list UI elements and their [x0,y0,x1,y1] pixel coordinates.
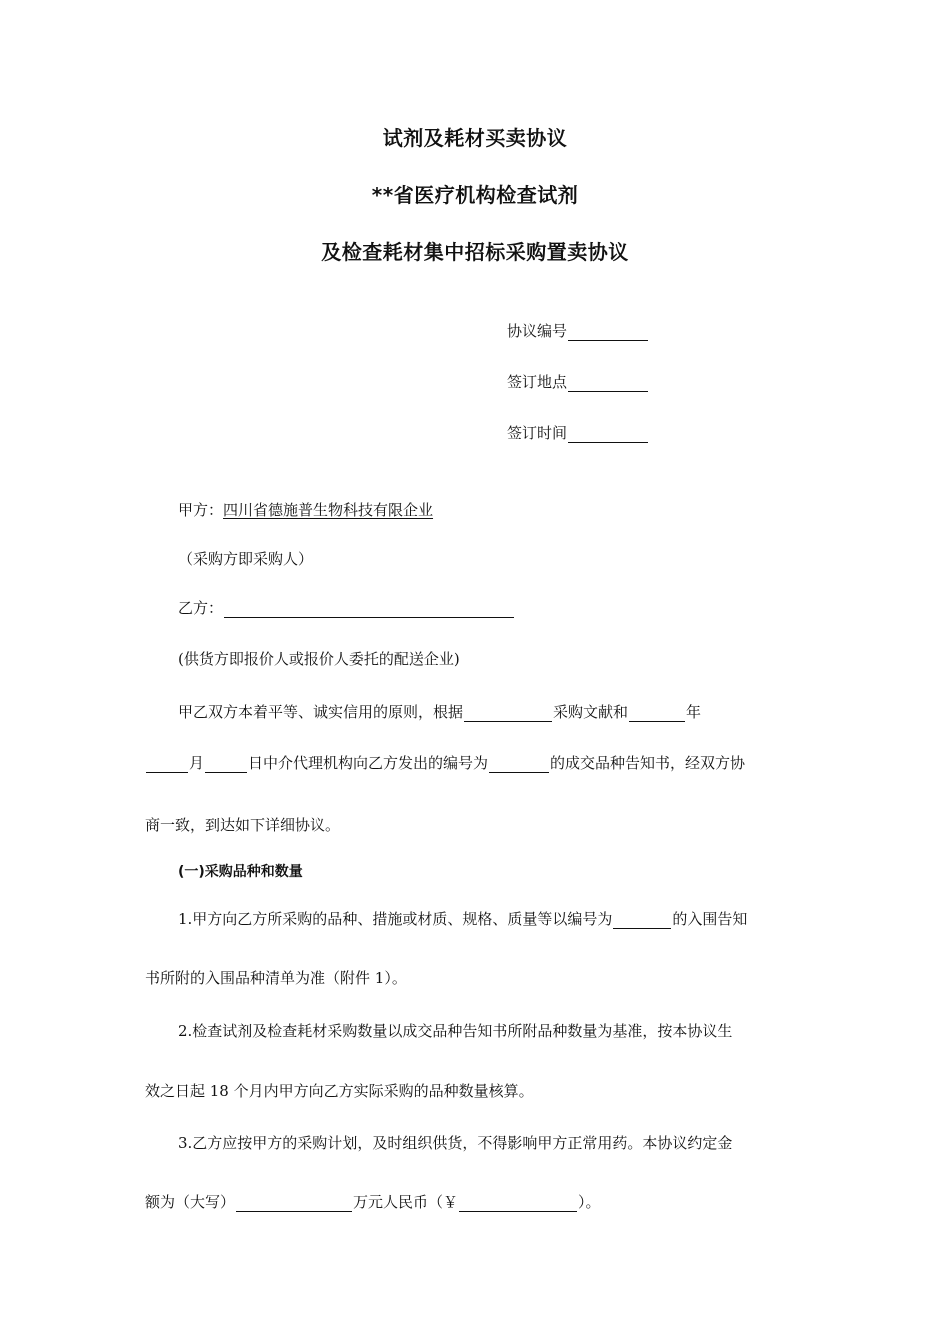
signing-time-label: 签订时间 [507,424,568,442]
party-b-blank[interactable] [224,601,514,618]
amount-words-blank[interactable] [236,1195,352,1212]
document-subtitle-2: 及检查耗材集中招标采购置卖协议 [321,240,629,264]
item-1-line-2: 书所附的入围品种清单为准（附件 1）。 [145,969,407,987]
agreement-number-blank[interactable] [568,324,648,341]
item-2-line-1: 2.检查试剂及检查耗材采购数量以成交品种告知书所附品种数量为基准，按本协议生 [178,1022,733,1040]
party-a-note: （采购方即采购人） [178,550,314,568]
shortlist-number-blank[interactable] [613,912,671,929]
signing-place-field [507,371,649,392]
month-blank[interactable] [146,756,188,773]
item-3-line-1: 3.乙方应按甲方的采购计划，及时组织供货，不得影响甲方正常用药。本协议约定金 [178,1134,733,1152]
signing-place-blank[interactable] [568,375,648,392]
document-subtitle-1: **省医疗机构检查试剂 [371,183,579,207]
item-text: ）。 [578,1193,601,1211]
agreement-number-field [507,320,649,341]
intro-line-3: 商一致，到达如下详细协议。 [145,816,341,834]
signing-time-blank[interactable] [568,426,648,443]
signing-time-field [507,422,649,443]
intro-line-1 [178,701,701,722]
intro-text: 的成交品种告知书，经双方协 [550,754,746,772]
item-text: 额为（大写） [145,1193,236,1211]
item-text: 万元人民币（￥ [353,1193,459,1211]
item-2-line-2: 效之日起 18 个月内甲方向乙方实际采购的品种数量核算。 [145,1082,534,1100]
notice-number-blank[interactable] [489,756,549,773]
party-b-label: 乙方： [178,599,224,617]
agreement-number-label: 协议编号 [507,322,568,340]
item-3-line-2 [145,1191,601,1212]
item-1-line-1 [178,908,747,929]
party-a-line [178,499,433,520]
document-title: 试剂及耗材买卖协议 [382,126,568,150]
party-b-note: (供货方即报价人或报价人委托的配送企业) [178,650,460,668]
intro-text: 月 [189,754,205,772]
party-a-name: 四川省德施普生物科技有限企业 [223,501,434,519]
intro-line-2 [145,752,745,773]
party-a-label: 甲方： [178,501,224,519]
intro-text: 年 [686,703,702,721]
year-blank[interactable] [629,705,685,722]
amount-figures-blank[interactable] [459,1195,577,1212]
procurement-doc-blank[interactable] [464,705,552,722]
intro-text: 采购文献和 [553,703,629,721]
day-blank[interactable] [205,756,247,773]
intro-text: 日中介代理机构向乙方发出的编号为 [248,754,489,772]
item-text: 1.甲方向乙方所采购的品种、措施或材质、规格、质量等以编号为 [178,910,613,928]
item-text: 的入围告知 [672,910,748,928]
intro-text: 甲乙双方本着平等、诚实信用的原则，根据 [178,703,464,721]
party-b-line [178,597,515,618]
signing-place-label: 签订地点 [507,373,568,391]
section-heading: (一)采购品种和数量 [178,864,303,880]
